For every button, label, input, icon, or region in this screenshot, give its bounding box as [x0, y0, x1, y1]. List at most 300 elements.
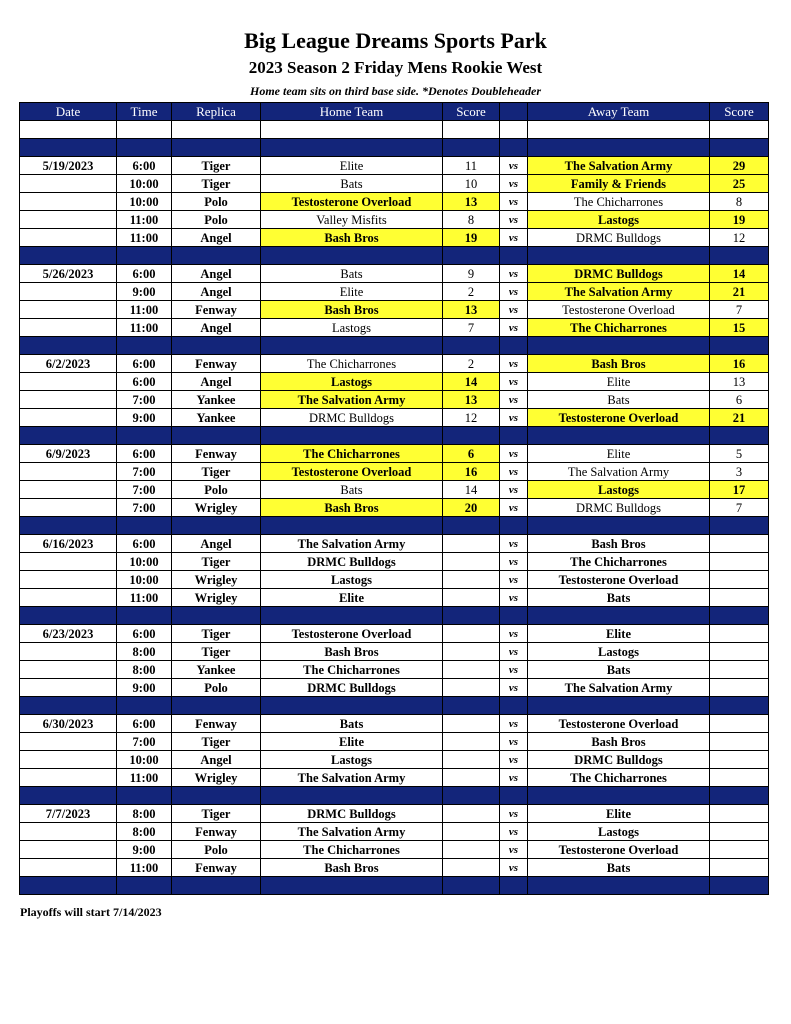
away-team: The Salvation Army: [528, 157, 710, 175]
away-score: 7: [710, 301, 769, 319]
game-row: [20, 301, 769, 319]
home-team: Testosterone Overload: [261, 463, 443, 481]
vs-label: vs: [500, 841, 528, 859]
vs-label: vs: [500, 643, 528, 661]
game-time: 6:00: [117, 715, 172, 733]
game-date: 6/30/2023: [20, 715, 117, 733]
game-field: Fenway: [172, 823, 261, 841]
home-score: [443, 769, 500, 787]
game-field: Angel: [172, 265, 261, 283]
empty-cell: [443, 877, 500, 895]
empty-cell: [500, 877, 528, 895]
table-header-row: [20, 103, 769, 121]
game-time: 6:00: [117, 157, 172, 175]
away-team: DRMC Bulldogs: [528, 751, 710, 769]
away-team: Lastogs: [528, 823, 710, 841]
home-score: [443, 643, 500, 661]
vs-label: vs: [500, 229, 528, 247]
vs-label: vs: [500, 355, 528, 373]
game-time: 10:00: [117, 571, 172, 589]
empty-cell: [261, 121, 443, 139]
game-time: 11:00: [117, 319, 172, 337]
away-score: 6: [710, 391, 769, 409]
week-separator: [20, 139, 769, 157]
game-row: [20, 499, 769, 517]
game-time: 9:00: [117, 679, 172, 697]
away-score: [710, 679, 769, 697]
game-date: 6/16/2023: [20, 535, 117, 553]
game-row: [20, 319, 769, 337]
game-row: [20, 193, 769, 211]
empty-cell: [528, 697, 710, 715]
game-date: [20, 373, 117, 391]
game-time: 9:00: [117, 283, 172, 301]
away-team: Testosterone Overload: [528, 409, 710, 427]
home-score: [443, 661, 500, 679]
away-score: 13: [710, 373, 769, 391]
game-field: Tiger: [172, 157, 261, 175]
empty-cell: [117, 139, 172, 157]
empty-cell: [528, 337, 710, 355]
game-field: Fenway: [172, 715, 261, 733]
game-time: 9:00: [117, 841, 172, 859]
game-time: 8:00: [117, 661, 172, 679]
home-score: [443, 823, 500, 841]
game-time: 10:00: [117, 751, 172, 769]
away-score: 15: [710, 319, 769, 337]
empty-cell: [172, 697, 261, 715]
game-date: 5/26/2023: [20, 265, 117, 283]
home-score: [443, 571, 500, 589]
empty-cell: [710, 337, 769, 355]
game-row: [20, 679, 769, 697]
empty-cell: [261, 517, 443, 535]
home-team: DRMC Bulldogs: [261, 805, 443, 823]
vs-label: vs: [500, 769, 528, 787]
away-team: Bash Bros: [528, 355, 710, 373]
game-date: [20, 499, 117, 517]
empty-cell: [528, 517, 710, 535]
empty-cell: [528, 607, 710, 625]
game-field: Yankee: [172, 409, 261, 427]
game-time: 7:00: [117, 481, 172, 499]
home-score: 7: [443, 319, 500, 337]
home-score: [443, 841, 500, 859]
empty-cell: [117, 337, 172, 355]
game-row: [20, 229, 769, 247]
home-team: Elite: [261, 157, 443, 175]
game-row: [20, 553, 769, 571]
home-team: The Salvation Army: [261, 391, 443, 409]
game-time: 6:00: [117, 535, 172, 553]
empty-cell: [172, 121, 261, 139]
away-score: 19: [710, 211, 769, 229]
vs-label: vs: [500, 679, 528, 697]
week-separator: [20, 787, 769, 805]
empty-cell: [172, 337, 261, 355]
home-team: The Chicharrones: [261, 445, 443, 463]
game-time: 7:00: [117, 463, 172, 481]
empty-cell: [20, 787, 117, 805]
game-date: [20, 463, 117, 481]
away-score: 3: [710, 463, 769, 481]
game-field: Fenway: [172, 859, 261, 877]
home-team: Lastogs: [261, 373, 443, 391]
empty-cell: [117, 697, 172, 715]
away-team: The Chicharrones: [528, 319, 710, 337]
col-vs: [500, 103, 528, 121]
game-field: Polo: [172, 481, 261, 499]
col-home-score: Score: [443, 103, 500, 121]
vs-label: vs: [500, 373, 528, 391]
game-time: 11:00: [117, 211, 172, 229]
vs-label: vs: [500, 445, 528, 463]
empty-cell: [172, 787, 261, 805]
away-team: The Chicharrones: [528, 769, 710, 787]
game-time: 10:00: [117, 175, 172, 193]
week-separator: [20, 247, 769, 265]
away-score: 25: [710, 175, 769, 193]
empty-cell: [710, 121, 769, 139]
game-time: 7:00: [117, 391, 172, 409]
home-team: Lastogs: [261, 571, 443, 589]
game-field: Tiger: [172, 733, 261, 751]
home-team: Bash Bros: [261, 301, 443, 319]
empty-cell: [443, 427, 500, 445]
game-time: 10:00: [117, 193, 172, 211]
game-date: [20, 211, 117, 229]
empty-cell: [528, 121, 710, 139]
vs-label: vs: [500, 625, 528, 643]
home-team: Testosterone Overload: [261, 193, 443, 211]
empty-cell: [443, 121, 500, 139]
game-time: 11:00: [117, 229, 172, 247]
week-separator: [20, 427, 769, 445]
away-team: Bats: [528, 859, 710, 877]
home-score: 16: [443, 463, 500, 481]
away-team: Family & Friends: [528, 175, 710, 193]
away-team: DRMC Bulldogs: [528, 499, 710, 517]
home-score: 2: [443, 355, 500, 373]
empty-cell: [528, 247, 710, 265]
home-team: The Salvation Army: [261, 769, 443, 787]
vs-label: vs: [500, 175, 528, 193]
week-separator: [20, 337, 769, 355]
game-row: [20, 589, 769, 607]
away-team: Testosterone Overload: [528, 571, 710, 589]
game-row: [20, 841, 769, 859]
vs-label: vs: [500, 661, 528, 679]
game-field: Tiger: [172, 463, 261, 481]
home-score: [443, 715, 500, 733]
game-field: Yankee: [172, 391, 261, 409]
empty-cell: [261, 697, 443, 715]
away-team: DRMC Bulldogs: [528, 265, 710, 283]
game-field: Tiger: [172, 553, 261, 571]
game-row: [20, 643, 769, 661]
home-team: Testosterone Overload: [261, 625, 443, 643]
home-score: 20: [443, 499, 500, 517]
empty-cell: [500, 787, 528, 805]
away-score: 8: [710, 193, 769, 211]
game-field: Polo: [172, 841, 261, 859]
away-score: [710, 625, 769, 643]
home-score: [443, 553, 500, 571]
game-row: [20, 733, 769, 751]
home-team: Bats: [261, 715, 443, 733]
schedule-table: [19, 102, 769, 895]
game-field: Fenway: [172, 355, 261, 373]
away-team: Bats: [528, 661, 710, 679]
game-time: 8:00: [117, 643, 172, 661]
away-score: [710, 859, 769, 877]
game-date: [20, 193, 117, 211]
game-field: Tiger: [172, 643, 261, 661]
game-row: [20, 463, 769, 481]
game-date: [20, 661, 117, 679]
empty-cell: [710, 877, 769, 895]
empty-cell: [500, 337, 528, 355]
game-date: 6/23/2023: [20, 625, 117, 643]
away-team: Elite: [528, 445, 710, 463]
empty-cell: [20, 139, 117, 157]
vs-label: vs: [500, 481, 528, 499]
home-score: [443, 625, 500, 643]
game-row: [20, 661, 769, 679]
game-field: Polo: [172, 193, 261, 211]
vs-label: vs: [500, 499, 528, 517]
game-field: Tiger: [172, 175, 261, 193]
empty-cell: [261, 337, 443, 355]
game-field: Fenway: [172, 301, 261, 319]
game-field: Angel: [172, 751, 261, 769]
game-date: [20, 589, 117, 607]
game-date: [20, 391, 117, 409]
game-date: [20, 751, 117, 769]
home-score: [443, 679, 500, 697]
game-date: [20, 733, 117, 751]
away-team: Elite: [528, 805, 710, 823]
home-team: Bash Bros: [261, 859, 443, 877]
game-field: Tiger: [172, 625, 261, 643]
empty-cell: [500, 139, 528, 157]
game-field: Wrigley: [172, 589, 261, 607]
away-score: [710, 535, 769, 553]
game-field: Angel: [172, 535, 261, 553]
game-time: 8:00: [117, 823, 172, 841]
away-score: [710, 661, 769, 679]
empty-cell: [172, 139, 261, 157]
home-score: [443, 733, 500, 751]
empty-cell: [500, 427, 528, 445]
home-score: 19: [443, 229, 500, 247]
empty-cell: [443, 517, 500, 535]
game-date: [20, 679, 117, 697]
empty-cell: [261, 787, 443, 805]
away-score: 7: [710, 499, 769, 517]
home-score: [443, 805, 500, 823]
game-field: Yankee: [172, 661, 261, 679]
empty-cell: [710, 139, 769, 157]
home-team: Bats: [261, 265, 443, 283]
vs-label: vs: [500, 211, 528, 229]
home-score: 2: [443, 283, 500, 301]
away-team: The Salvation Army: [528, 679, 710, 697]
game-time: 11:00: [117, 589, 172, 607]
empty-cell: [117, 427, 172, 445]
game-date: [20, 841, 117, 859]
game-date: [20, 643, 117, 661]
game-field: Wrigley: [172, 499, 261, 517]
away-score: [710, 733, 769, 751]
game-row: [20, 409, 769, 427]
empty-cell: [261, 877, 443, 895]
home-score: [443, 751, 500, 769]
game-field: Angel: [172, 319, 261, 337]
empty-cell: [528, 877, 710, 895]
away-score: 5: [710, 445, 769, 463]
away-team: Bats: [528, 391, 710, 409]
empty-cell: [117, 607, 172, 625]
col-away-score: Score: [710, 103, 769, 121]
empty-cell: [261, 247, 443, 265]
empty-cell: [20, 877, 117, 895]
home-team: Bats: [261, 481, 443, 499]
home-score: 13: [443, 391, 500, 409]
away-score: 21: [710, 409, 769, 427]
empty-cell: [710, 607, 769, 625]
vs-label: vs: [500, 409, 528, 427]
col-home-team: Home Team: [261, 103, 443, 121]
home-team: Bash Bros: [261, 643, 443, 661]
vs-label: vs: [500, 823, 528, 841]
game-field: Polo: [172, 211, 261, 229]
away-team: Elite: [528, 373, 710, 391]
week-separator: [20, 517, 769, 535]
empty-cell: [443, 337, 500, 355]
home-team: The Chicharrones: [261, 355, 443, 373]
home-team: Elite: [261, 733, 443, 751]
away-team: The Salvation Army: [528, 283, 710, 301]
col-replica: Replica: [172, 103, 261, 121]
empty-cell: [500, 607, 528, 625]
away-team: Bats: [528, 589, 710, 607]
game-time: 6:00: [117, 445, 172, 463]
empty-cell: [172, 247, 261, 265]
game-time: 10:00: [117, 553, 172, 571]
empty-cell: [500, 697, 528, 715]
away-score: [710, 751, 769, 769]
game-row: [20, 805, 769, 823]
game-row: [20, 751, 769, 769]
game-time: 11:00: [117, 301, 172, 319]
vs-label: vs: [500, 589, 528, 607]
game-date: [20, 283, 117, 301]
empty-cell: [261, 139, 443, 157]
empty-cell: [117, 787, 172, 805]
game-field: Wrigley: [172, 769, 261, 787]
away-score: [710, 571, 769, 589]
empty-cell: [117, 877, 172, 895]
home-team: The Salvation Army: [261, 823, 443, 841]
week-separator: [20, 877, 769, 895]
week-separator: [20, 607, 769, 625]
away-score: 12: [710, 229, 769, 247]
vs-label: vs: [500, 265, 528, 283]
game-row: [20, 625, 769, 643]
game-row: [20, 373, 769, 391]
empty-cell: [20, 247, 117, 265]
game-time: 9:00: [117, 409, 172, 427]
game-field: Wrigley: [172, 571, 261, 589]
page-subtitle: 2023 Season 2 Friday Mens Rookie West: [248, 58, 543, 77]
empty-cell: [172, 517, 261, 535]
home-score: 14: [443, 373, 500, 391]
away-score: 29: [710, 157, 769, 175]
game-date: 5/19/2023: [20, 157, 117, 175]
game-field: Angel: [172, 373, 261, 391]
game-time: 6:00: [117, 625, 172, 643]
game-time: 6:00: [117, 355, 172, 373]
home-score: 11: [443, 157, 500, 175]
away-team: Testosterone Overload: [528, 301, 710, 319]
home-team: Bash Bros: [261, 499, 443, 517]
game-row: [20, 715, 769, 733]
empty-cell: [443, 697, 500, 715]
col-time: Time: [117, 103, 172, 121]
empty-cell: [172, 877, 261, 895]
game-row: [20, 859, 769, 877]
away-team: The Chicharrones: [528, 553, 710, 571]
game-date: [20, 481, 117, 499]
game-row: [20, 769, 769, 787]
empty-cell: [528, 427, 710, 445]
empty-cell: [500, 121, 528, 139]
empty-cell: [20, 121, 117, 139]
empty-cell: [443, 787, 500, 805]
game-field: Angel: [172, 283, 261, 301]
vs-label: vs: [500, 157, 528, 175]
week-separator: [20, 697, 769, 715]
game-date: 6/2/2023: [20, 355, 117, 373]
game-row: [20, 211, 769, 229]
game-date: [20, 571, 117, 589]
vs-label: vs: [500, 193, 528, 211]
vs-label: vs: [500, 463, 528, 481]
game-field: Polo: [172, 679, 261, 697]
game-field: Fenway: [172, 445, 261, 463]
away-score: 17: [710, 481, 769, 499]
home-score: [443, 589, 500, 607]
game-row: [20, 481, 769, 499]
empty-cell: [20, 517, 117, 535]
home-score: 6: [443, 445, 500, 463]
empty-cell: [500, 517, 528, 535]
away-score: [710, 841, 769, 859]
empty-cell: [710, 697, 769, 715]
empty-cell: [500, 247, 528, 265]
away-score: [710, 553, 769, 571]
game-date: [20, 319, 117, 337]
home-score: 12: [443, 409, 500, 427]
home-score: 13: [443, 301, 500, 319]
game-date: [20, 769, 117, 787]
away-score: 16: [710, 355, 769, 373]
game-row: [20, 355, 769, 373]
home-team: Bash Bros: [261, 229, 443, 247]
away-team: Testosterone Overload: [528, 841, 710, 859]
empty-cell: [261, 427, 443, 445]
